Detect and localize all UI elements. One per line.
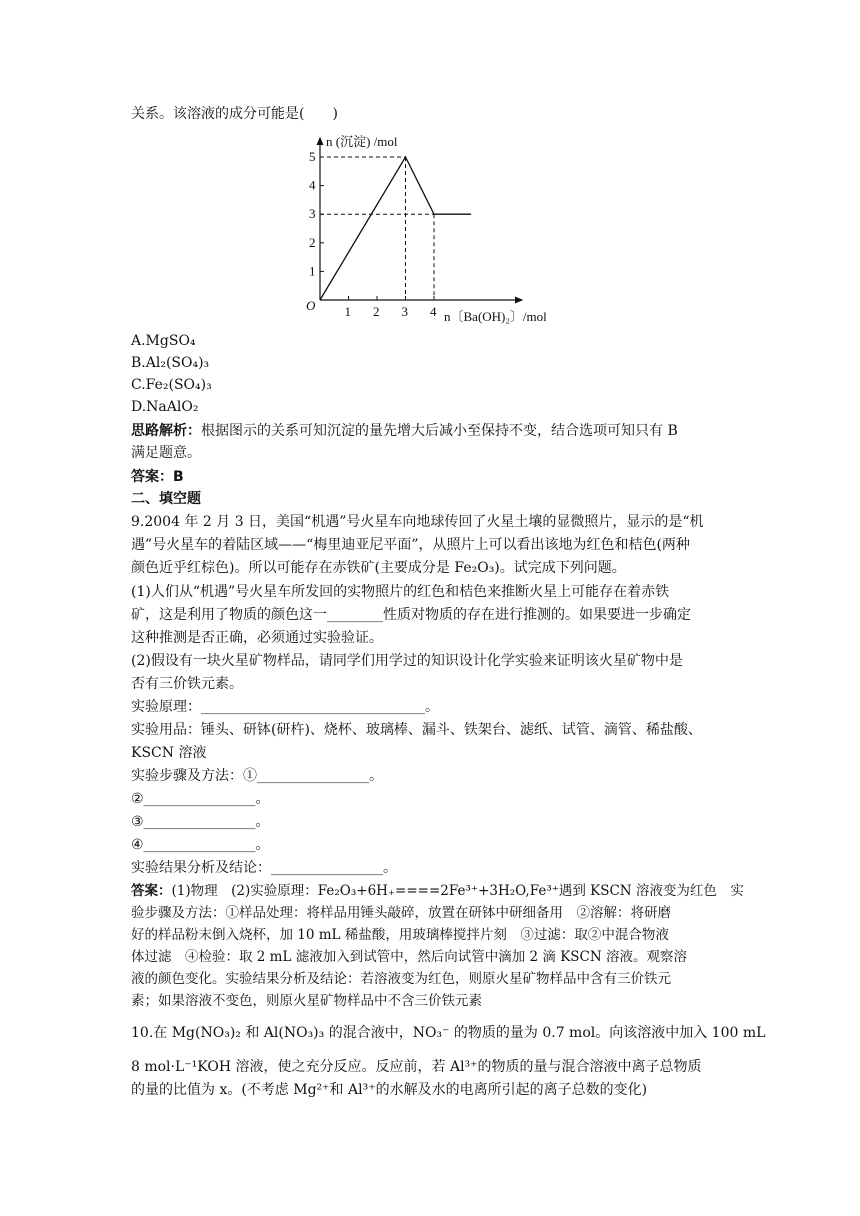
q9-answer-line-4: 体过滤 ④检验：取 2 mL 滤液加入到试管中，然后向试管中滴加 2 滴 KSCN 溶液。观察溶 bbox=[131, 949, 687, 965]
q9-line-5: 矿，这是利用了物质的颜色这一________性质对物质的存在进行推测的。如果要进一步确定 bbox=[131, 607, 691, 623]
q9-answer-line-2: 验步骤及方法：①样品处理：将样品用锤头敲碎，放置在研钵中研细备用 ②溶解：将研磨 bbox=[131, 905, 671, 921]
q9-answer-line-6: 素；如果溶液不变色，则原火星矿物样品中不含三价铁元素 bbox=[131, 993, 482, 1009]
y-ticks bbox=[309, 149, 324, 278]
answer-8: 答案：B bbox=[131, 469, 184, 485]
series-line bbox=[320, 157, 471, 300]
y-tick-label: 3 bbox=[309, 206, 316, 222]
q9-answer-line-1 bbox=[131, 881, 744, 901]
section-title: 二、填空题 bbox=[131, 491, 201, 507]
q10-line-2: 8 mol·L⁻¹KOH 溶液，使之充分反应。反应前，若 Al³⁺的物质的量与混合溶液中离子总物质 bbox=[131, 1059, 702, 1075]
origin-label: O bbox=[306, 298, 316, 313]
analysis-line-1 bbox=[131, 421, 678, 441]
y-tick-label: 4 bbox=[309, 177, 316, 193]
y-tick-label: 2 bbox=[309, 234, 316, 250]
x-tick-label: 2 bbox=[373, 304, 380, 319]
y-axis-label: n (沉淀) /mol bbox=[326, 134, 398, 149]
q9-line-1: 9.2004 年 2 月 3 日，美国“机遇”号火星车向地球传回了火星土壤的显微照片，显示的是“机 bbox=[131, 514, 704, 530]
analysis-text-1: 根据图示的关系可知沉淀的量先增大后减小至保持不变，结合选项可知只有 B bbox=[201, 423, 678, 439]
q9-line-15: ④________________。 bbox=[131, 837, 270, 853]
q9-line-13: ②________________。 bbox=[131, 791, 270, 807]
q9-answer-text-1: (1)物理 (2)实验原理：Fe₂O₃+6H₊====2Fe³⁺+3H₂O,Fe³⁺遇到 KSCN 溶液变为红色 实 bbox=[171, 883, 744, 899]
answer-label: 答案： bbox=[131, 883, 172, 899]
q9-line-6: 这种推测是否正确，必须通过实验验证。 bbox=[131, 630, 383, 646]
x-tick-label: 3 bbox=[401, 304, 408, 319]
q9-line-8: 否有三价铁元素。 bbox=[131, 676, 243, 692]
q9-line-7: (2)假设有一块火星矿物样品，请同学们用学过的知识设计化学实验来证明该火星矿物中是 bbox=[131, 653, 683, 669]
q9-line-3: 颜色近乎红棕色)。所以可能存在赤铁矿(主要成分是 Fe₂O₃)。试完成下列问题。 bbox=[131, 560, 626, 576]
x-tick-label: 4 bbox=[430, 304, 437, 319]
q9-answer-line-3: 好的样品粉末倒入烧杯，加 10 mL 稀盐酸，用玻璃棒搅拌片刻 ③过滤：取②中混合物液 bbox=[131, 927, 669, 943]
option-a: A.MgSO₄ bbox=[131, 333, 196, 349]
q9-line-9: 实验原理：________________________________。 bbox=[131, 699, 439, 715]
q9-line-4: (1)人们从“机遇”号火星车所发回的实物照片的红色和桔色来推断火星上可能存在着赤铁 bbox=[131, 584, 670, 600]
q10-line-3: 的量的比值为 x。(不考虑 Mg²⁺和 Al³⁺的水解及水的电离所引起的离子总数的变化) bbox=[131, 1082, 648, 1098]
option-b: B.Al₂(SO₄)₃ bbox=[131, 355, 210, 371]
q9-line-14: ③________________。 bbox=[131, 814, 270, 830]
option-d: D.NaAlO₂ bbox=[131, 399, 199, 415]
q9-line-12: 实验步骤及方法：①________________。 bbox=[131, 768, 383, 784]
q9-answer-line-5: 液的颜色变化。实验结果分析及结论：若溶液变为红色，则原火星矿物样品中含有三价铁元 bbox=[131, 971, 671, 987]
q9-line-10: 实验用品：锤头、研钵(研杵)、烧杯、玻璃棒、漏斗、铁架台、滤纸、试管、滴管、稀盐酸、 bbox=[131, 722, 702, 738]
q9-line-16: 实验结果分析及结论：________________。 bbox=[131, 860, 397, 876]
y-tick-label: 1 bbox=[309, 263, 316, 279]
y-tick-label: 5 bbox=[309, 149, 316, 164]
question-8-stem-tail: 关系。该溶液的成分可能是( ) bbox=[131, 106, 338, 122]
x-tick-label: 1 bbox=[344, 304, 351, 319]
q9-line-2: 遇”号火星车的着陆区域——“梅里迪亚尼平面”，从照片上可以看出该地为红色和桔色(两种 bbox=[131, 537, 690, 553]
x-axis-label: n〔Ba(OH)₂〕/mol bbox=[444, 309, 547, 324]
precipitate-chart bbox=[296, 130, 566, 330]
q9-line-11: KSCN 溶液 bbox=[131, 745, 207, 761]
option-c: C.Fe₂(SO₄)₃ bbox=[131, 377, 212, 393]
q10-line-1: 10.在 Mg(NO₃)₂ 和 Al(NO₃)₃ 的混合液中，NO₃⁻ 的物质的量为 0.7 mol。向该溶液中加入 100 mL bbox=[131, 1025, 766, 1041]
analysis-label: 思路解析： bbox=[131, 423, 201, 439]
analysis-line-2: 满足题意。 bbox=[131, 445, 201, 461]
